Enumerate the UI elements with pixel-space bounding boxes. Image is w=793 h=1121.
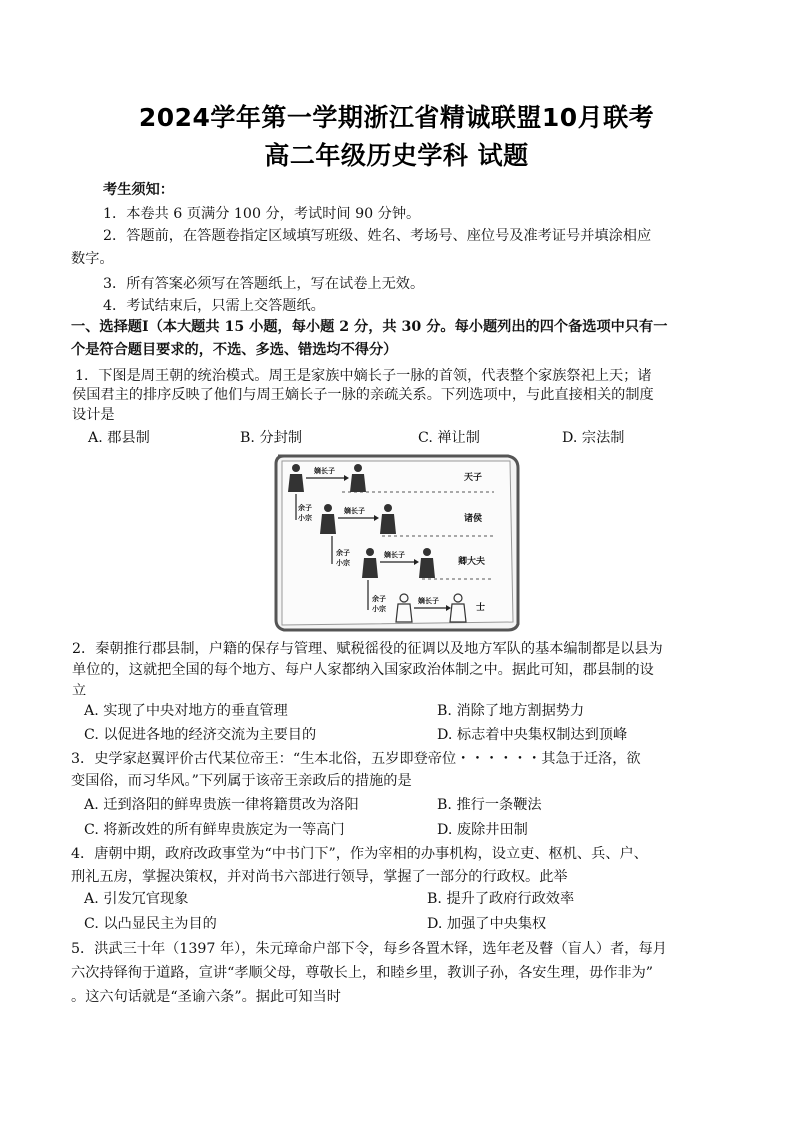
question-1-option-d[interactable]: D. 宗法制: [562, 430, 625, 446]
question-3-option-b[interactable]: B. 推行一条鞭法: [437, 797, 542, 813]
question-2-option-d[interactable]: D. 标志着中央集权制达到顶峰: [437, 727, 628, 743]
label-xiaozong: 小宗: [298, 514, 312, 522]
notice-item: 3．所有答案必须写在答题纸上，写在试卷上无效。: [103, 276, 425, 292]
notice-item: 4．考试结束后，只需上交答题纸。: [103, 298, 325, 314]
question-4-option-c[interactable]: C. 以凸显民主为目的: [84, 916, 217, 932]
question-4-option-d[interactable]: D. 加强了中央集权: [427, 916, 547, 932]
question-1-text: 侯国君主的排序反映了他们与周王嫡长子一脉的亲疏关系。下列选项中，与此直接相关的制度: [72, 387, 654, 403]
question-2-option-c[interactable]: C. 以促进各地的经济交流为主要目的: [84, 727, 317, 743]
question-1-option-c[interactable]: C. 禅让制: [418, 430, 480, 446]
section-heading: 个是符合题目要求的，不选、多选、错选均不得分）: [71, 342, 398, 358]
label-dizhangzi: 嫡长子: [314, 467, 335, 475]
question-5-text: 5．洪武三十年（1397 年），朱元璋命户部下令，每乡各置木铎，选年老及瞽（盲人）者，每月: [71, 941, 667, 957]
label-qingdafu: 卿大夫: [458, 557, 486, 567]
question-4-option-a[interactable]: A. 引发冗官现象: [84, 891, 189, 907]
notice-item: 1．本卷共 6 页满分 100 分，考试时间 90 分钟。: [103, 206, 421, 222]
question-3-text: 3．史学家赵翼评价古代某位帝王：“生本北俗，五岁即登帝位・・・・・・其急于迁洛，欲: [71, 751, 641, 767]
question-1-option-a[interactable]: A. 郡县制: [88, 430, 150, 446]
question-2-option-b[interactable]: B. 消除了地方割据势力: [437, 703, 585, 719]
label-dizhangzi: 嫡长子: [418, 597, 439, 605]
notice-item: 数字。: [71, 251, 114, 267]
question-3-option-c[interactable]: C. 将新改姓的所有鲜卑贵族定为一等高门: [84, 822, 345, 838]
label-yuzi: 余子: [372, 595, 386, 603]
question-4-text: 刑礼五房，掌握决策权，并对尚书六部进行领导，掌握了一部分的行政权。此举: [71, 869, 568, 885]
label-yuzi: 余子: [298, 504, 312, 512]
question-3-text: 变国俗，而习华风。”下列属于该帝王亲政后的措施的是: [71, 773, 412, 789]
zhou-hierarchy-diagram: [272, 452, 520, 632]
label-yuzi: 余子: [336, 549, 350, 557]
label-dizhangzi: 嫡长子: [384, 551, 405, 559]
notice-item: 2．答题前，在答题卷指定区域填写班级、姓名、考场号、座位号及准考证号并填涂相应: [103, 228, 652, 244]
label-dizhangzi: 嫡长子: [344, 507, 365, 515]
question-2-text: 2．秦朝推行郡县制，户籍的保存与管理、赋税徭役的征调以及地方军队的基本编制都是以县为: [72, 641, 663, 657]
label-tianzi: 天子: [464, 473, 483, 483]
question-4-text: 4．唐朝中期，政府改政事堂为“中书门下”，作为宰相的办事机构，设立吏、枢机、兵、户、: [71, 846, 648, 862]
question-2-text: 立: [72, 683, 87, 699]
exam-title: 2024学年第一学期浙江省精诚联盟10月联考: [138, 103, 655, 132]
question-2-option-a[interactable]: A. 实现了中央对地方的垂直管理: [84, 703, 288, 719]
question-5-text: 六次持铎徇于道路，宣讲“孝顺父母，尊敬长上，和睦乡里，教训子孙，各安生理，毋作非为”: [71, 965, 654, 981]
label-xiaozong: 小宗: [372, 605, 386, 613]
notice-heading: 考生须知：: [103, 182, 174, 198]
question-4-option-b[interactable]: B. 提升了政府行政效率: [427, 891, 575, 907]
exam-subtitle: 高二年级历史学科 试题: [264, 141, 529, 170]
label-xiaozong: 小宗: [336, 559, 350, 567]
label-zhuhou: 诸侯: [464, 514, 483, 524]
question-1-text: 设计是: [72, 407, 115, 423]
label-shi: 士: [476, 603, 486, 613]
section-heading: 一、选择题Ⅰ（本大题共 15 小题，每小题 2 分，共 30 分。每小题列出的四个备选项中只有一: [71, 319, 668, 335]
question-3-option-a[interactable]: A. 迁到洛阳的鲜卑贵族一律将籍贯改为洛阳: [84, 797, 359, 813]
question-1-text: 1．下图是周王朝的统治模式。周王是家族中嫡长子一脉的首领，代表整个家族祭祀上天；诸: [75, 368, 652, 384]
diagram-svg: [272, 452, 520, 632]
question-5-text: 。这六句话就是“圣谕六条”。据此可知当时: [71, 989, 341, 1005]
question-1-option-b[interactable]: B. 分封制: [240, 430, 303, 446]
question-3-option-d[interactable]: D. 废除井田制: [437, 822, 528, 838]
question-2-text: 单位的，这就把全国的每个地方、每户人家都纳入国家政治体制之中。据此可知，郡县制的设: [72, 662, 654, 678]
